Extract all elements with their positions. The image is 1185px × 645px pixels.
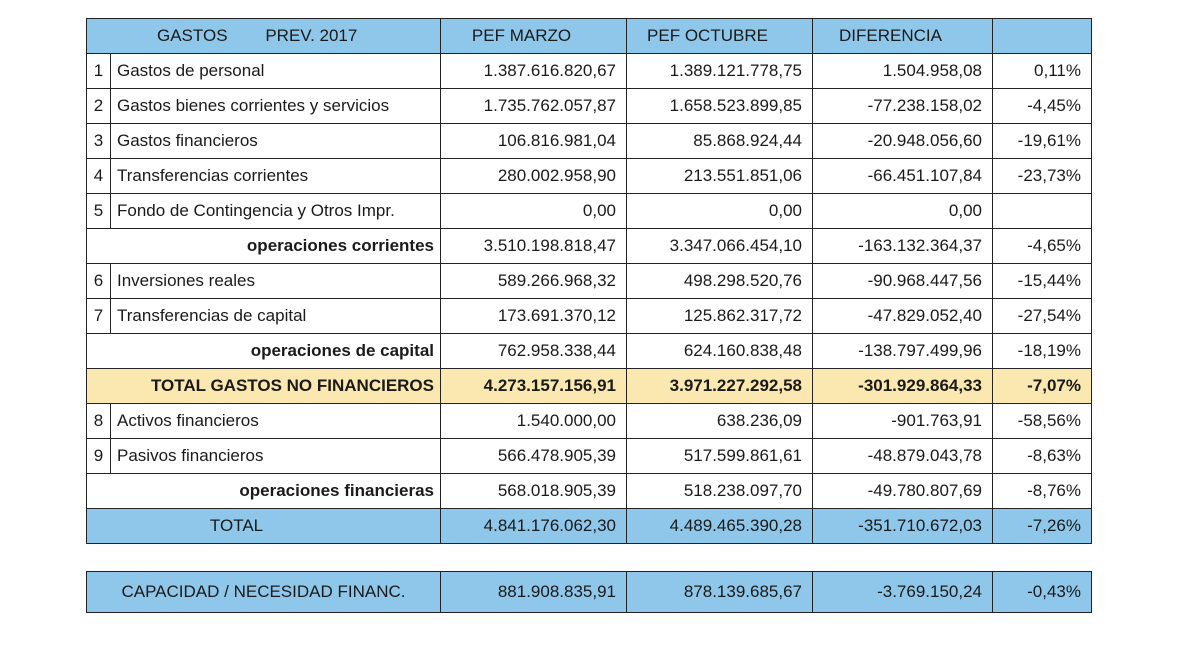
- budget-table-container: [86, 18, 1092, 544]
- header-pef-marzo: PEF MARZO: [441, 19, 627, 54]
- header-gastos: GASTOS PREV. 2017: [87, 19, 441, 54]
- table-row: 4 Transferencias corrientes 280.002.958,90 213.551.851,06 -66.451.107,84 -23,73%: [87, 159, 1092, 194]
- table-row: 2 Gastos bienes corrientes y servicios 1.735.762.057,87 1.658.523.899,85 -77.238.158,02 -4,45%: [87, 89, 1092, 124]
- budget-table: [86, 18, 1092, 544]
- table-row: 6 Inversiones reales 589.266.968,32 498.298.520,76 -90.968.447,56 -15,44%: [87, 264, 1092, 299]
- row-label: Transferencias corrientes: [111, 159, 441, 194]
- subtotal-operaciones-corrientes: operaciones corrientes 3.510.198.818,47 3.347.066.454,10 -163.132.364,37 -4,65%: [87, 229, 1092, 264]
- table-row: 9 Pasivos financieros 566.478.905,39 517.599.861,61 -48.879.043,78 -8,63%: [87, 439, 1092, 474]
- capacidad-row: CAPACIDAD / NECESIDAD FINANC. 881.908.835,91 878.139.685,67 -3.769.150,24 -0,43%: [87, 572, 1092, 613]
- table-row: 3 Gastos financieros 106.816.981,04 85.868.924,44 -20.948.056,60 -19,61%: [87, 124, 1092, 159]
- table-row: 8 Activos financieros 1.540.000,00 638.236,09 -901.763,91 -58,56%: [87, 404, 1092, 439]
- row-label: Gastos bienes corrientes y servicios: [111, 89, 441, 124]
- capacidad-table: [86, 571, 1092, 613]
- row-label: Pasivos financieros: [111, 439, 441, 474]
- table-row: 5 Fondo de Contingencia y Otros Impr. 0,00 0,00 0,00: [87, 194, 1092, 229]
- table-row: 1 Gastos de personal 1.387.616.820,67 1.389.121.778,75 1.504.958,08 0,11%: [87, 54, 1092, 89]
- total-gastos-no-financieros: TOTAL GASTOS NO FINANCIEROS 4.273.157.156,91 3.971.227.292,58 -301.929.864,33 -7,07%: [87, 369, 1092, 404]
- row-label: Transferencias de capital: [111, 299, 441, 334]
- row-label: Activos financieros: [111, 404, 441, 439]
- table-row: 7 Transferencias de capital 173.691.370,12 125.862.317,72 -47.829.052,40 -27,54%: [87, 299, 1092, 334]
- header-row: [87, 19, 1092, 54]
- subtotal-operaciones-capital: operaciones de capital 762.958.338,44 624.160.838,48 -138.797.499,96 -18,19%: [87, 334, 1092, 369]
- total-row: TOTAL 4.841.176.062,30 4.489.465.390,28 -351.710.672,03 -7,26%: [87, 509, 1092, 544]
- row-label: Gastos de personal: [111, 54, 441, 89]
- header-pct: [993, 19, 1092, 54]
- header-pef-octubre: PEF OCTUBRE: [627, 19, 813, 54]
- header-diferencia: DIFERENCIA: [813, 19, 993, 54]
- subtotal-operaciones-financieras: operaciones financieras 568.018.905,39 518.238.097,70 -49.780.807,69 -8,76%: [87, 474, 1092, 509]
- row-label: Inversiones reales: [111, 264, 441, 299]
- row-label: Gastos financieros: [111, 124, 441, 159]
- row-label: Fondo de Contingencia y Otros Impr.: [111, 194, 441, 229]
